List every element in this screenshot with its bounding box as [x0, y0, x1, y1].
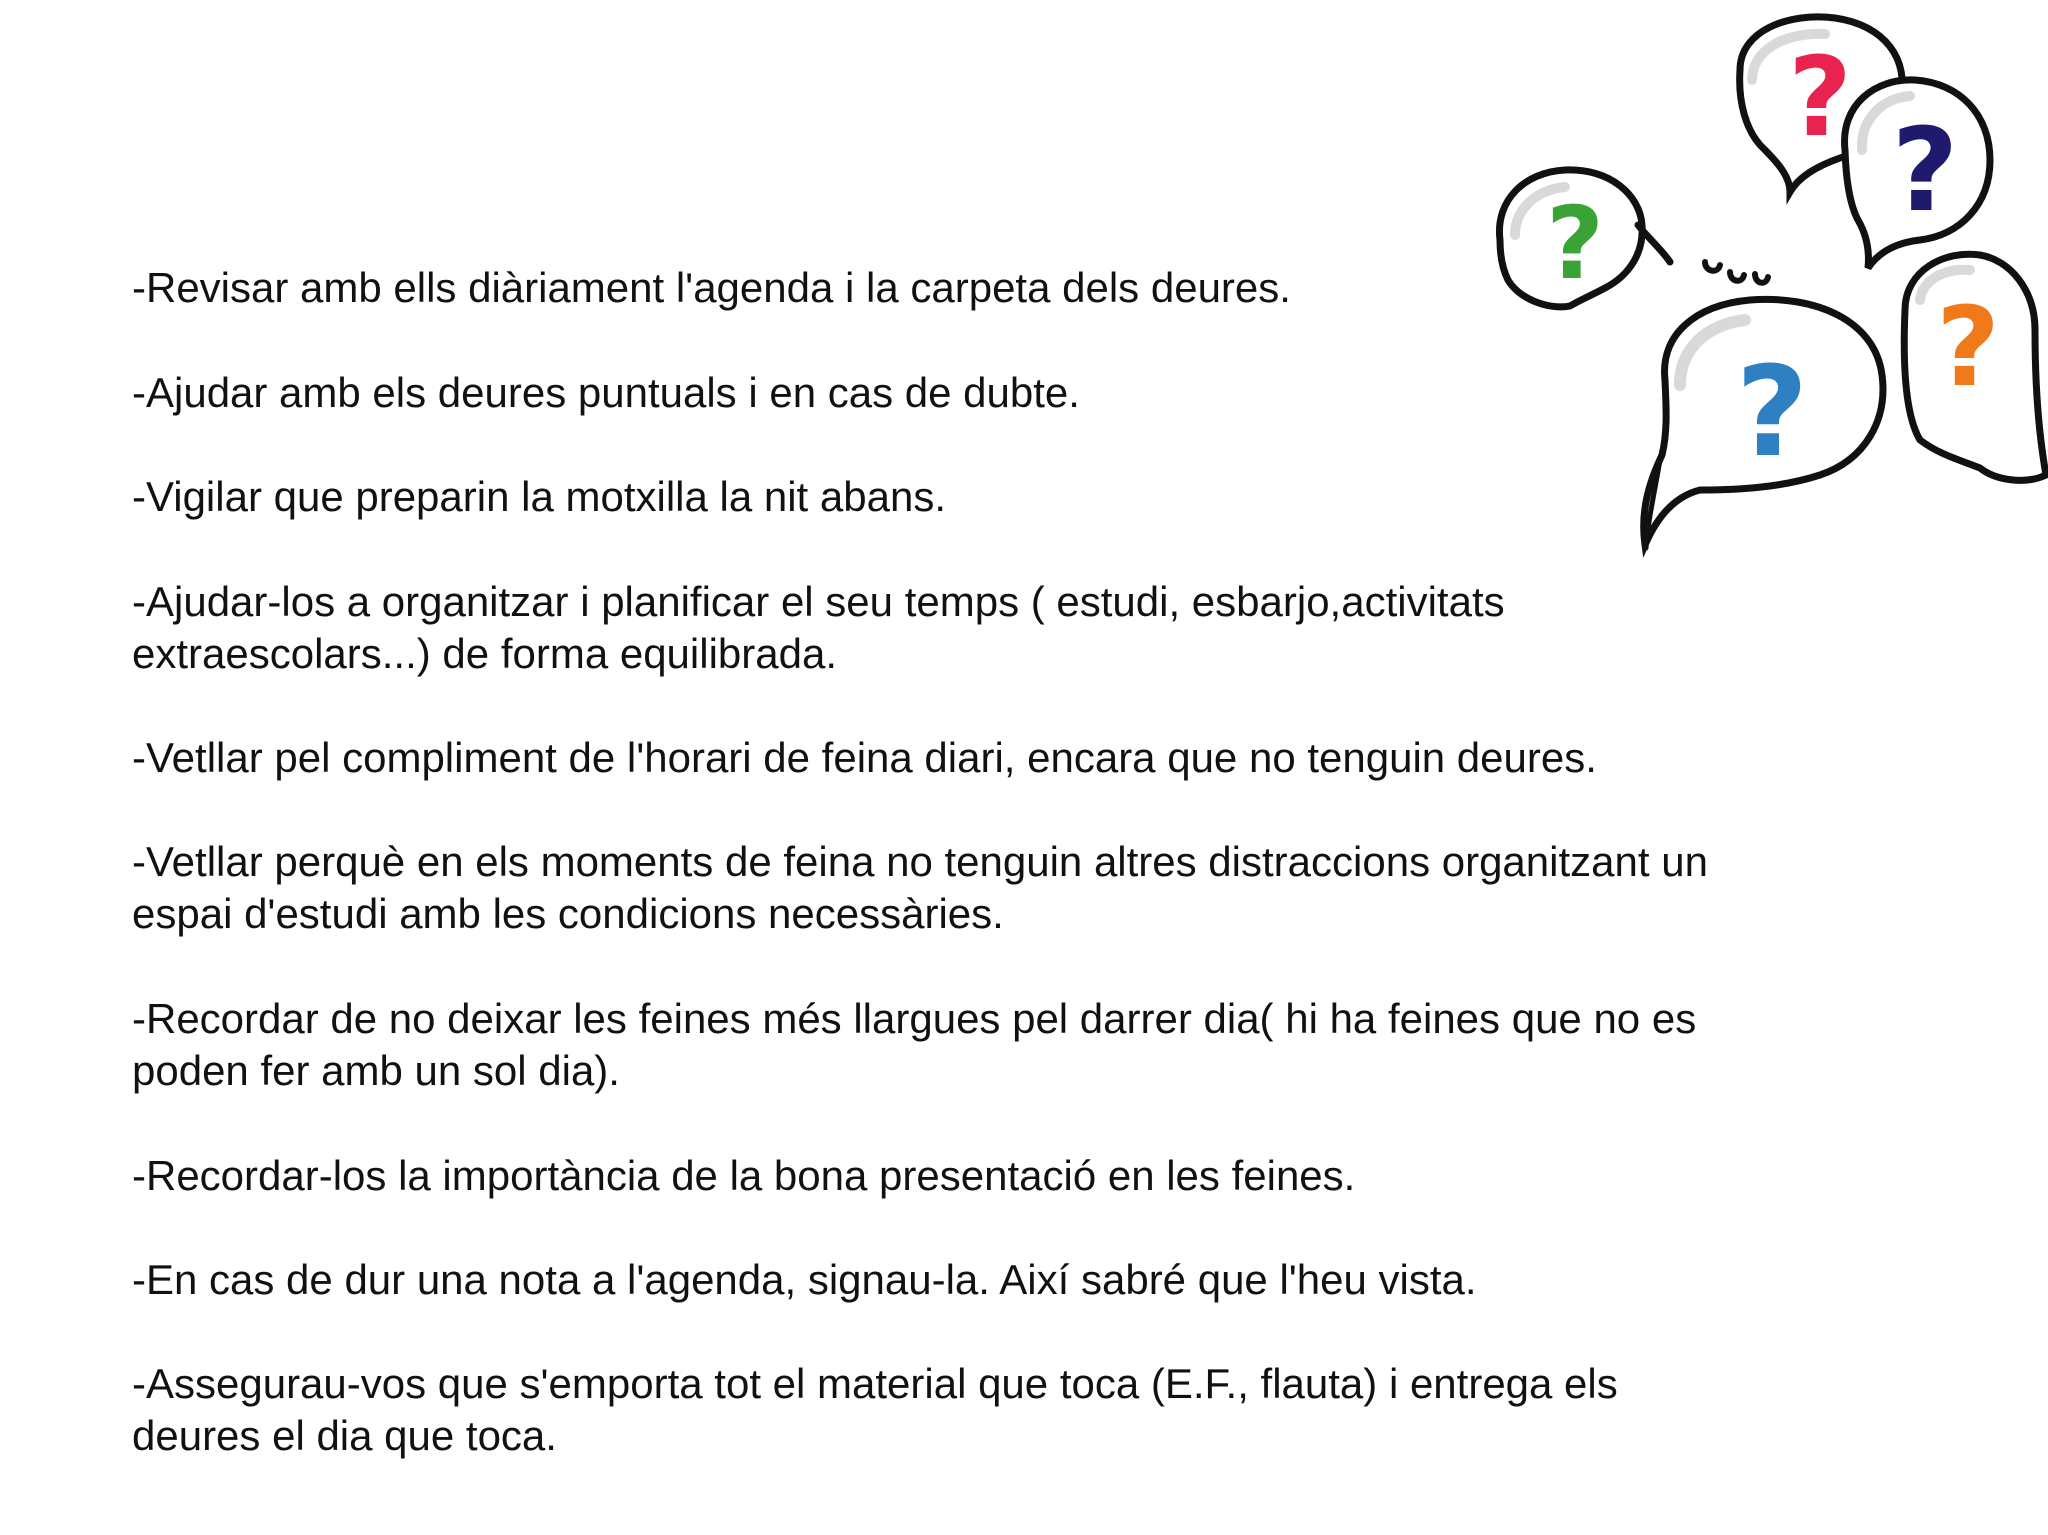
tip-item: -Recordar de no deixar les feines més llargues pel darrer dia( hi ha feines que no es poden fer amb un sol dia).	[132, 995, 1697, 1094]
tip-item: -Vetllar pel compliment de l'horari de feina diari, encara que no tenguin deures.	[132, 734, 1597, 781]
tip-item: -En cas de dur una nota a l'agenda, signau-la. Així sabré que l'heu vista.	[132, 1256, 1477, 1303]
tip-item: -Revisar amb ells diàriament l'agenda i la carpeta dels deures.	[132, 264, 1291, 311]
question-mark-red: ?	[1788, 33, 1852, 161]
tip-item: -Recordar-los la importància de la bona presentació en les feines.	[132, 1152, 1356, 1199]
question-bubbles-icon	[1490, 0, 2048, 560]
question-mark-green: ?	[1545, 185, 1605, 302]
tip-item: -Vetllar perquè en els moments de feina no tenguin altres distraccions organitzant un espai d'estudi amb les condicions necessàries.	[132, 838, 1708, 937]
small-curls	[1705, 262, 1768, 283]
tip-item: -Assegurau-vos que s'emporta tot el material que toca (E.F., flauta) i entrega els deures el dia que toca.	[132, 1360, 1618, 1459]
question-mark-navy: ?	[1891, 104, 1959, 238]
question-mark-orange: ?	[1936, 283, 2000, 411]
tip-item: -Ajudar-los a organitzar i planificar el seu temps ( estudi, esbarjo,activitats extraescolars...) de forma equilibrada.	[132, 578, 1505, 677]
question-mark-blue: ?	[1735, 340, 1809, 485]
tip-item: -Ajudar amb els deures puntuals i en cas de dubte.	[132, 369, 1080, 416]
tip-item: -Vigilar que preparin la motxilla la nit abans.	[132, 473, 946, 520]
